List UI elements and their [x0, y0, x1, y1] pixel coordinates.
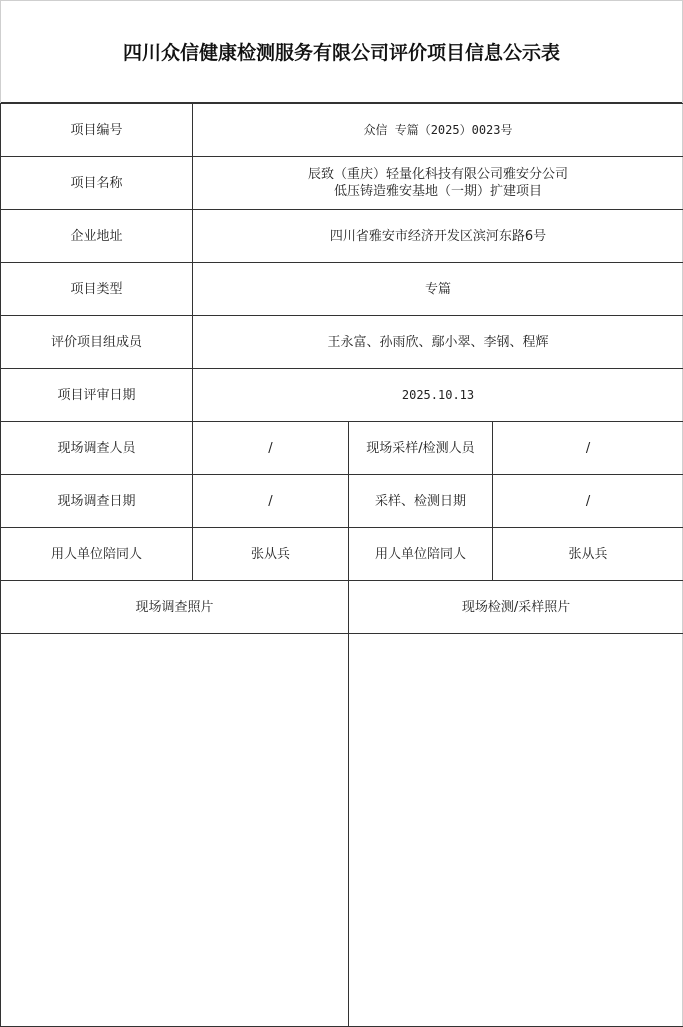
row-project-type: [1, 263, 683, 316]
row-review-date: [1, 369, 683, 422]
value-sampling-staff: /: [493, 422, 683, 475]
label-project-name: 项目名称: [1, 157, 193, 210]
value-escort-2: 张从兵: [493, 528, 683, 581]
label-survey-date: 现场调查日期: [1, 475, 193, 528]
survey-photos-header: 现场调查照片: [1, 581, 349, 634]
value-team-members: 王永富、孙雨欣、鄢小翠、李钢、程辉: [193, 316, 683, 369]
label-team-members: 评价项目组成员: [1, 316, 193, 369]
value-project-name: [193, 157, 683, 210]
value-review-date: 2025.10.13: [193, 369, 683, 422]
value-survey-date: /: [193, 475, 349, 528]
label-project-type: 项目类型: [1, 263, 193, 316]
label-company-address: 企业地址: [1, 210, 193, 263]
value-project-type: 专篇: [193, 263, 683, 316]
row-photo-area: [1, 634, 683, 1027]
value-survey-staff: /: [193, 422, 349, 475]
label-escort-2: 用人单位陪同人: [349, 528, 493, 581]
row-photo-headers: [1, 581, 683, 634]
row-project-name: [1, 157, 683, 210]
row-escort: [1, 528, 683, 581]
project-info-table: [0, 103, 683, 1027]
sampling-photos-header: 现场检测/采样照片: [349, 581, 683, 634]
value-sampling-date: /: [493, 475, 683, 528]
value-escort: 张从兵: [193, 528, 349, 581]
project-name-line1: 辰致（重庆）轻量化科技有限公司雅安分公司: [308, 167, 569, 182]
survey-photos-area: [1, 634, 349, 1027]
value-project-no: 众信 专篇（2025）0023号: [193, 104, 683, 157]
value-company-address: 四川省雅安市经济开发区滨河东路6号: [193, 210, 683, 263]
row-survey-staff: [1, 422, 683, 475]
label-sampling-staff: 现场采样/检测人员: [349, 422, 493, 475]
label-survey-staff: 现场调查人员: [1, 422, 193, 475]
form-title: 四川众信健康检测服务有限公司评价项目信息公示表: [1, 1, 682, 103]
row-project-no: [1, 104, 683, 157]
row-team-members: [1, 316, 683, 369]
row-survey-date: [1, 475, 683, 528]
row-company-address: [1, 210, 683, 263]
label-escort: 用人单位陪同人: [1, 528, 193, 581]
sampling-photos-area: [349, 634, 683, 1027]
label-review-date: 项目评审日期: [1, 369, 193, 422]
label-sampling-date: 采样、检测日期: [349, 475, 493, 528]
project-name-line2: 低压铸造雅安基地（一期）扩建项目: [334, 184, 543, 199]
label-project-no: 项目编号: [1, 104, 193, 157]
